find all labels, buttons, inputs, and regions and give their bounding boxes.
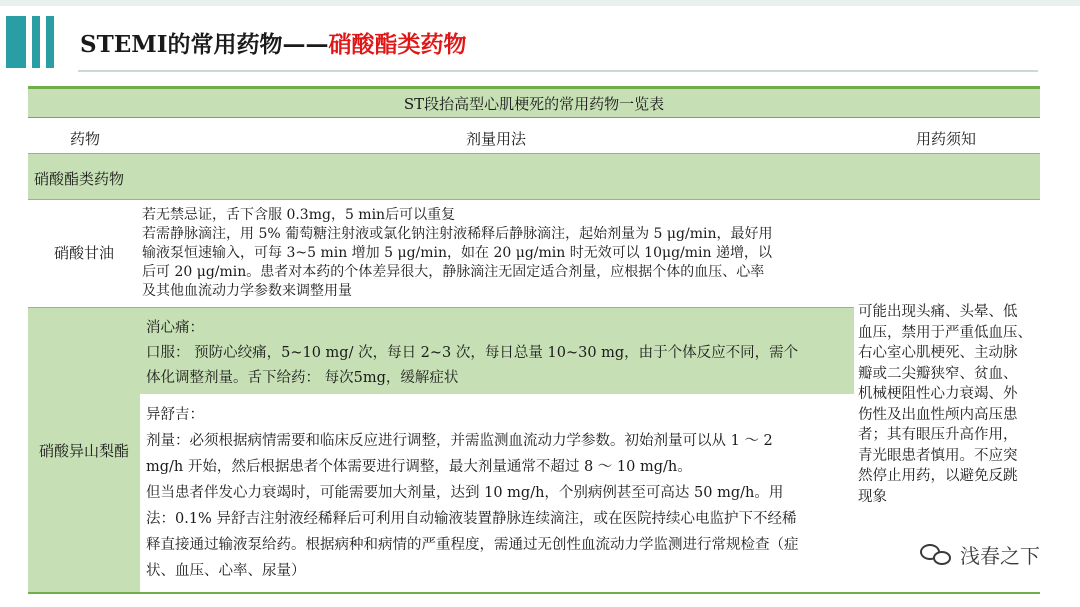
- dosage-nitroglycerin: [140, 200, 854, 308]
- dosage-line: 消心痛：: [146, 320, 204, 336]
- column-header-drug: 药物: [70, 130, 101, 148]
- notes-line: 者；其有眼压升高作用，: [858, 427, 1018, 443]
- dosage-line: 异舒吉：: [146, 407, 204, 423]
- watermark: [920, 540, 1040, 569]
- notes-line: 右心室心肌梗死、主动脉: [858, 345, 1018, 361]
- notes-line: 然停止用药，以避免反跳: [858, 468, 1018, 484]
- dosage-yishuji: [140, 396, 854, 590]
- notes-line: 现象: [858, 488, 887, 505]
- dosage-xiaoxintong: [140, 308, 854, 394]
- dosage-line: 后可 20 μg/min。患者对本药的个体差异很大，静脉滴注无固定适合剂量，应根据个体的血压、心率: [142, 264, 765, 280]
- dosage-line: 口服： 预防心绞痛，5~10 mg/ 次，每日 2~3 次，每日总量 10~30 mg，由于个体反应不同，需个: [146, 345, 799, 361]
- title-divider: [78, 70, 1038, 72]
- table-bottom-rule: [28, 592, 1040, 594]
- column-header-row: [28, 120, 1040, 154]
- table-caption: ST段抬高型心肌梗死的常用药物一览表: [28, 86, 1040, 118]
- dosage-line: 输液泵恒速输入，可每 3~5 min 增加 5 μg/min，如在 20 μg/min 时无效可以 10μg/min 递增，以: [142, 245, 772, 261]
- watermark-text: 浅春之下: [960, 544, 1040, 568]
- dosage-line: mg/h 开始，然后根据患者个体需要进行调整，最大剂量通常不超过 8 ～ 10 mg/h。: [146, 459, 692, 475]
- notes-line: 可能出现头痛、头晕、低: [858, 304, 1018, 320]
- dosage-line: 若需静脉滴注，用 5% 葡萄糖注射液或氯化钠注射液稀释后静脉滴注，起始剂量为 5 μg/min，最好用: [142, 226, 773, 242]
- accent-bars-icon: [6, 16, 62, 68]
- notes-line: 机械梗阻性心力衰竭、外: [858, 386, 1018, 402]
- dosage-line: 若无禁忌证，舌下含服 0.3mg，5 min后可以重复: [142, 207, 456, 223]
- dosage-line: 及其他血流动力学参数来调整用量: [142, 283, 352, 299]
- notes-line: 血压，禁用于严重低血压、: [858, 324, 1032, 341]
- dosage-line: 法：0.1% 异舒吉注射液经稀释后可利用自动输液装置静脉连续滴注，或在医院持续心电监护下不经稀: [146, 511, 797, 527]
- slide-title: [80, 26, 466, 59]
- wechat-icon: [920, 542, 954, 568]
- dosage-line: 状、血压、心率、尿量）: [146, 563, 306, 579]
- dosage-line: 释直接通过输液泵给药。根据病种和病情的严重程度，需通过无创性血流动力学监测进行常规检查（症: [146, 537, 799, 553]
- notes-line: 青光眼患者慎用。不应突: [858, 447, 1018, 464]
- dosage-line: 体化调整剂量。舌下给药： 每次5mg，缓解症状: [146, 370, 459, 386]
- notes-line: 伤性及出血性颅内高压患: [858, 406, 1018, 423]
- column-header-notes: 用药须知: [916, 130, 977, 148]
- drug-table: [28, 86, 1040, 594]
- usage-notes: [854, 298, 1040, 505]
- drug-name-nitroglycerin: 硝酸甘油: [28, 200, 140, 308]
- title-red: 硝酸酯类药物: [328, 31, 467, 58]
- top-strip: [0, 0, 1080, 6]
- dosage-line: 但当患者伴发心力衰竭时，可能需要加大剂量，达到 10 mg/h，个别病例甚至可高达 50 mg/h。用: [146, 485, 784, 501]
- drug-name-isosorbide-dinitrate: 硝酸异山梨酯: [28, 308, 140, 594]
- notes-line: 瓣或二尖瓣狭窄、贫血、: [858, 365, 1018, 382]
- column-header-dosage: 剂量用法: [466, 130, 527, 148]
- dosage-line: 剂量：必须根据病情需要和临床反应进行调整，并需监测血流动力学参数。初始剂量可以从 1 ～ 2: [146, 433, 773, 449]
- title-black: STEMI的常用药物——: [80, 31, 329, 58]
- section-row: 硝酸酯类药物: [28, 154, 1040, 200]
